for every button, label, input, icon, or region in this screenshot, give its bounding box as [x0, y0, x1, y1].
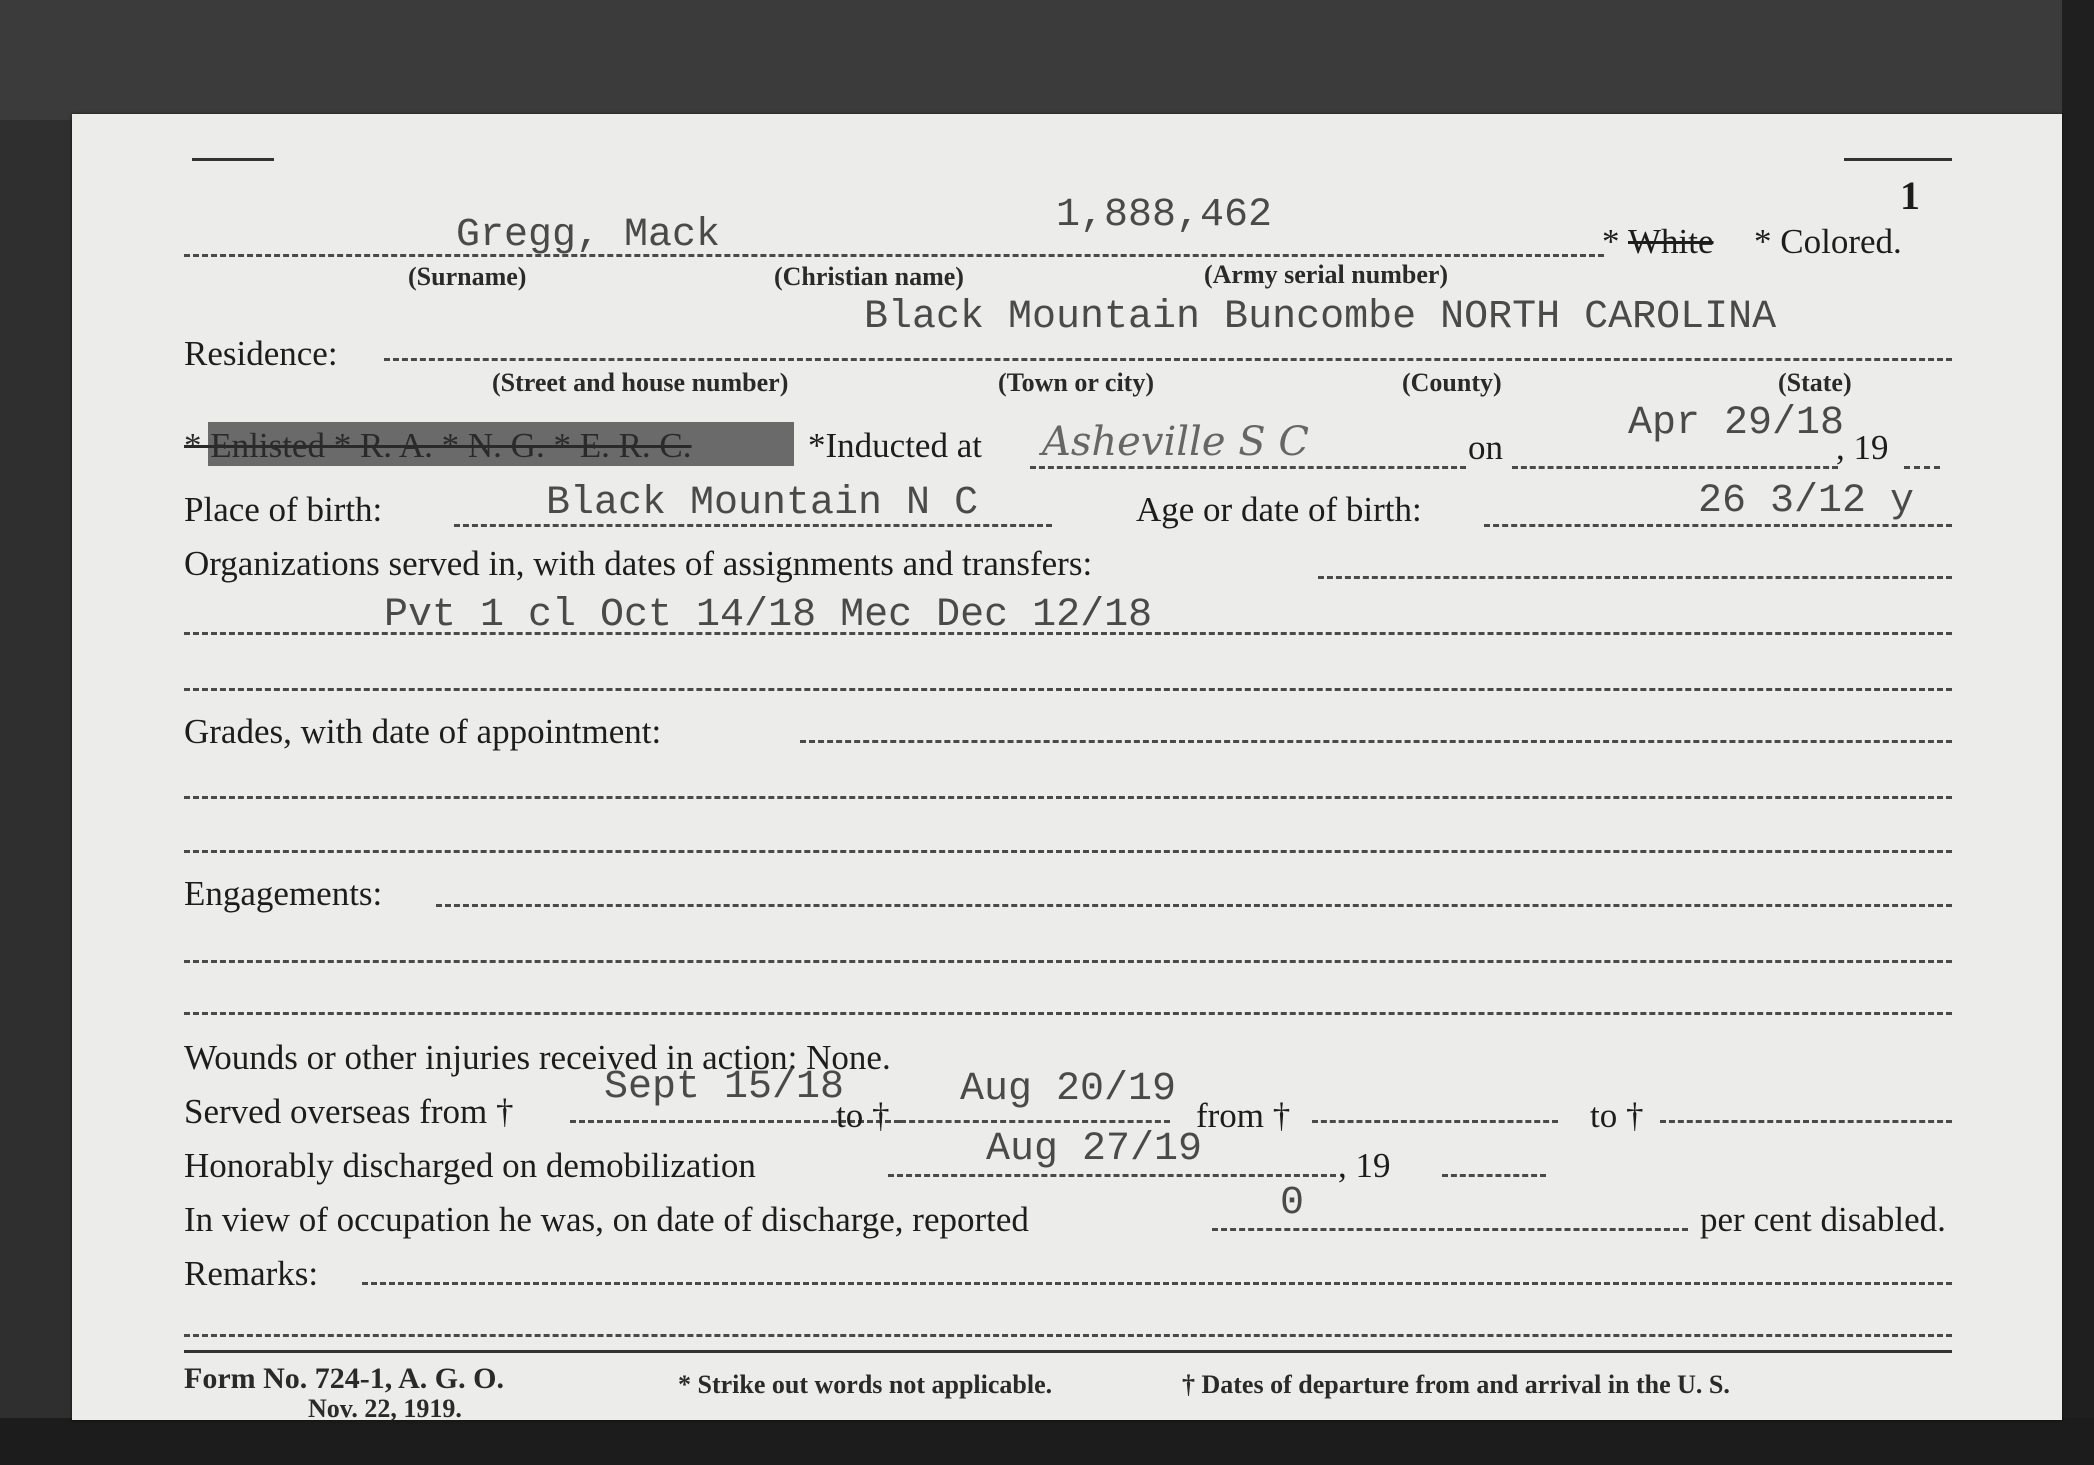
overseas-to2-label: to †: [1590, 1096, 1644, 1135]
caption-county: (County): [1402, 368, 1502, 397]
scan-background-right: [2062, 0, 2094, 1465]
age-label: Age or date of birth:: [1136, 490, 1422, 529]
caption-christian-name: (Christian name): [774, 262, 964, 291]
name-line: [184, 254, 1604, 257]
inducted-year-suffix: , 19: [1836, 428, 1889, 467]
page-number: 1: [1900, 173, 1920, 218]
caption-serial-number: (Army serial number): [1204, 260, 1449, 289]
organizations-label: Organizations served in, with dates of assignments and transfers:: [184, 544, 1093, 583]
engagements-line-2: [184, 960, 1952, 963]
overseas-from2-line: [1312, 1120, 1558, 1123]
overseas-to-line: [900, 1120, 1170, 1123]
discharged-year-line: [1442, 1174, 1546, 1177]
overseas-label: Served overseas from †: [184, 1092, 514, 1131]
discharged-date-line: [888, 1174, 1336, 1177]
grades-line-2: [184, 796, 1952, 799]
residence-label: Residence:: [184, 334, 338, 373]
inducted-place-line: [1030, 466, 1466, 469]
overseas-from2-label: from †: [1196, 1096, 1291, 1135]
remarks-label: Remarks:: [184, 1254, 319, 1293]
birthplace-label: Place of birth:: [184, 490, 383, 529]
organizations-line-3: [184, 688, 1952, 691]
caption-state: (State): [1778, 368, 1852, 397]
dates-note: † Dates of departure from and arrival in the U. S.: [1182, 1370, 1730, 1399]
form-number: Form No. 724-1, A. G. O.: [184, 1362, 504, 1395]
overseas-to-value: Aug 20/19: [960, 1067, 1177, 1112]
overseas-from-value: Sept 15/18: [604, 1065, 845, 1110]
discharged-year-label: , 19: [1338, 1146, 1391, 1185]
organizations-line-1: [1318, 576, 1952, 579]
strike-note: * Strike out words not applicable.: [678, 1370, 1053, 1399]
enlisted-options-struck: * Enlisted * R. A. * N. G. * E. R. C.: [184, 426, 692, 465]
residence-value: Black Mountain Buncombe NORTH CAROLINA: [864, 295, 1777, 340]
corner-rule-right: [1844, 158, 1952, 161]
residence-line: [384, 358, 1952, 361]
grades-label: Grades, with date of appointment:: [184, 712, 662, 751]
name-value: Gregg, Mack: [456, 213, 721, 258]
engagements-label: Engagements:: [184, 874, 383, 913]
inducted-on-label: on: [1468, 428, 1503, 467]
scan-background-top: [0, 0, 2094, 120]
organizations-value: Pvt 1 cl Oct 14/18 Mec Dec 12/18: [384, 593, 1153, 638]
caption-street: (Street and house number): [492, 368, 789, 397]
serial-number-value: 1,888,462: [1056, 193, 1273, 238]
inducted-label: *Inducted at: [808, 426, 982, 465]
caption-surname: (Surname): [408, 262, 527, 291]
disabled-value: 0: [1280, 1181, 1305, 1226]
remarks-line-2: [184, 1334, 1952, 1337]
discharged-date-value: Aug 27/19: [986, 1127, 1203, 1172]
birthplace-line: [454, 524, 1052, 527]
form-date: Nov. 22, 1919.: [308, 1394, 462, 1423]
inducted-date-value: Apr 29/18: [1628, 401, 1845, 446]
remarks-line-1: [362, 1282, 1952, 1285]
footer-rule: [184, 1350, 1952, 1353]
inducted-year-line: [1904, 466, 1940, 469]
disabled-suffix: per cent disabled.: [1700, 1200, 1946, 1239]
grades-line-3: [184, 850, 1952, 853]
disabled-line: [1212, 1228, 1688, 1231]
race-white-struck: White: [1628, 222, 1714, 261]
caption-town: (Town or city): [998, 368, 1154, 397]
engagements-line-1: [436, 904, 1952, 907]
birthplace-value: Black Mountain N C: [546, 481, 979, 526]
corner-rule-left: [192, 158, 274, 161]
overseas-to-label: to †: [836, 1096, 890, 1135]
service-record-card: [72, 114, 2062, 1423]
age-line: [1484, 524, 1952, 527]
grades-line-1: [800, 740, 1952, 743]
race-asterisk: *: [1602, 222, 1620, 261]
scan-background-bottom: [0, 1418, 2094, 1465]
inducted-date-line: [1512, 466, 1838, 469]
engagements-line-3: [184, 1012, 1952, 1015]
wounds-label: Wounds or other injuries received in action: None.: [184, 1038, 891, 1077]
occupation-label: In view of occupation he was, on date of discharge, reported: [184, 1200, 1029, 1239]
age-value: 26 3/12 y: [1698, 479, 1915, 524]
discharged-label: Honorably discharged on demobilization: [184, 1146, 756, 1185]
race-colored: * Colored.: [1754, 222, 1902, 261]
organizations-line-2: [184, 632, 1952, 635]
inducted-place-value: Asheville S C: [1042, 419, 1309, 465]
overseas-to2-line: [1660, 1120, 1952, 1123]
